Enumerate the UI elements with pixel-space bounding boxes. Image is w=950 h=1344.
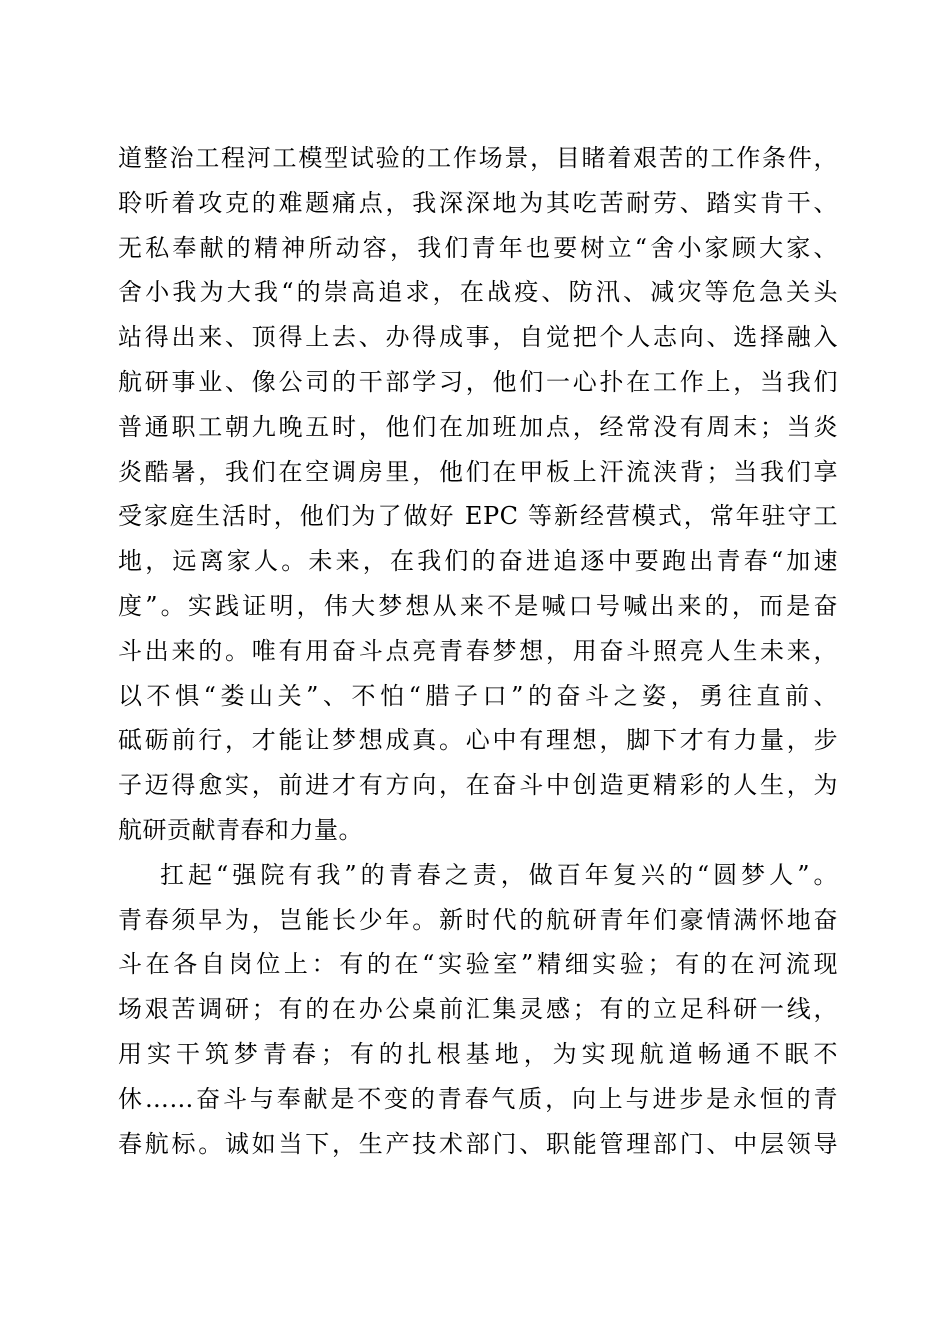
text-line: 场艰苦调研；有的在办公桌前汇集灵感；有的立足科研一线，: [118, 995, 838, 1024]
text-line: 度”。实践证明，伟大梦想从来不是喊口号喊出来的，而是奋: [118, 591, 838, 620]
document-page: [118, 136, 838, 1166]
text-line: 航研贡献青春和力量。: [118, 815, 363, 844]
text-line: 休……奋斗与奉献是不变的青春气质，向上与进步是永恒的青: [118, 1084, 838, 1113]
text-line: 无私奉献的精神所动容，我们青年也要树立“舍小家顾大家、: [118, 233, 838, 262]
text-line: 以不惧“娄山关”、不怕“腊子口”的奋斗之姿，勇往直前、: [118, 681, 838, 710]
text-line: 用实干筑梦青春；有的扎根基地，为实现航道畅通不眠不: [118, 1039, 838, 1068]
text-line: 砥砺前行，才能让梦想成真。心中有理想，脚下才有力量，步: [118, 726, 838, 755]
text-line: 子迈得愈实，前进才有方向，在奋斗中创造更精彩的人生，为: [118, 771, 838, 800]
text-line: 地，远离家人。未来，在我们的奋进追逐中要跑出青春“加速: [118, 547, 838, 576]
text-line: 斗出来的。唯有用奋斗点亮青春梦想，用奋斗照亮人生未来，: [118, 636, 838, 665]
paragraph-2: [118, 853, 838, 1167]
text-line: 舍小我为大我“的崇高追求，在战疫、防汛、减灾等危急关头: [118, 278, 838, 307]
paragraph-1: [118, 136, 838, 853]
text-line: 扛起“强院有我”的青春之责，做百年复兴的“圆梦人”。: [160, 860, 838, 889]
text-line: 道整治工程河工模型试验的工作场景，目睹着艰苦的工作条件，: [118, 144, 838, 172]
text-line: 航研事业、像公司的干部学习，他们一心扑在工作上，当我们: [118, 367, 838, 396]
text-line: 普通职工朝九晚五时，他们在加班加点，经常没有周末；当炎: [118, 412, 838, 441]
text-line: 受家庭生活时，他们为了做好 EPC 等新经营模式，常年驻守工: [118, 502, 838, 531]
text-line: 春航标。诚如当下，生产技术部门、职能管理部门、中层领导: [118, 1129, 838, 1158]
text-line: 聆听着攻克的难题痛点，我深深地为其吃苦耐劳、踏实肯干、: [118, 188, 838, 217]
text-line: 站得出来、顶得上去、办得成事，自觉把个人志向、选择融入: [118, 323, 838, 352]
text-line: 炎酷暑，我们在空调房里，他们在甲板上汗流浃背；当我们享: [118, 457, 838, 486]
text-line: 斗在各自岗位上：有的在“实验室”精细实验；有的在河流现: [118, 950, 838, 979]
text-line: 青春须早为，岂能长少年。新时代的航研青年们豪情满怀地奋: [118, 905, 838, 934]
